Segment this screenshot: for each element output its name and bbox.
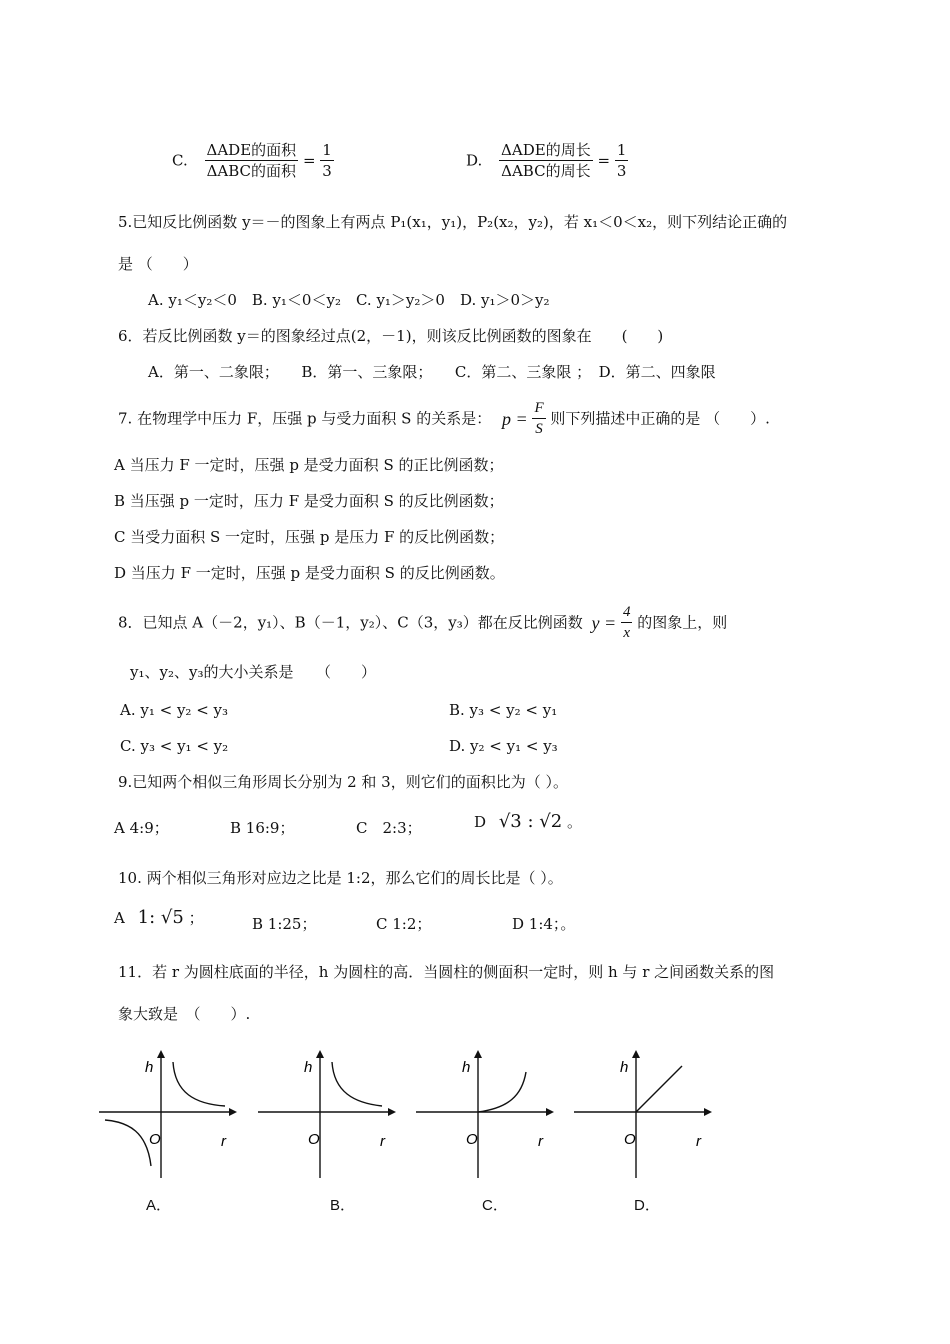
- curve-increasing: [478, 1072, 526, 1112]
- q9-option-c: C 2:3；: [356, 819, 422, 837]
- x-axis-arrow: [388, 1108, 396, 1116]
- graph-c-label: C．: [482, 1197, 508, 1214]
- x-axis-arrow: [546, 1108, 554, 1116]
- origin-label: O: [308, 1131, 320, 1148]
- semicolon: ；: [188, 909, 204, 927]
- q4-option-d: [466, 140, 628, 190]
- q6-stem: 6．若反比例函数 y＝的图象经过点(2，－1)，则该反比例函数的图象在 ( ): [118, 327, 664, 345]
- numerator: F: [532, 398, 545, 419]
- axis-label-r: r: [538, 1133, 543, 1150]
- q11-stem-line1: 11．若 r 为圆柱底面的半径，h 为圆柱的高．当圆柱的侧面积一定时，则 h 与 r 之间函数关系的图: [118, 963, 775, 981]
- q9-option-b: B 16:9；: [230, 819, 295, 837]
- axis-label-r: r: [380, 1133, 385, 1150]
- q9-option-a: A 4:9；: [114, 819, 169, 837]
- denominator: S: [535, 421, 543, 437]
- curve-quadrant-1: [173, 1062, 225, 1106]
- y-axis-arrow: [632, 1050, 640, 1058]
- fraction-value: [320, 140, 334, 181]
- graph-a: [95, 1048, 245, 1188]
- numerator: 1: [322, 141, 332, 159]
- fraction: [205, 140, 299, 181]
- q8-option-b: B. y₃ < y₂ < y₁: [449, 701, 558, 719]
- q8-formula-lhs: y =: [591, 612, 617, 633]
- q9-option-d: [474, 812, 582, 832]
- graph-d: [570, 1048, 720, 1188]
- q8-stem-line2: y₁、y₂、y₃的大小关系是 （ ）: [130, 663, 376, 681]
- y-axis-arrow: [316, 1050, 324, 1058]
- equals-sign: =: [302, 151, 316, 170]
- option-label: C.: [172, 151, 188, 170]
- q5-options: A. y₁＜y₂＜0 B. y₁＜0＜y₂ C. y₁＞y₂＞0 D. y₁＞0＞y₂: [148, 291, 550, 309]
- graph-c: [412, 1048, 562, 1188]
- option-label: D: [474, 813, 487, 831]
- q7-stem: [118, 398, 770, 444]
- q5-stem-line2: 是 （ ）: [118, 255, 198, 273]
- radical-ratio: 1: √5: [137, 907, 184, 928]
- numerator: 4: [621, 602, 633, 623]
- q10-option-a: [114, 908, 204, 928]
- axis-label-r: r: [696, 1133, 701, 1150]
- line-proportional: [636, 1066, 682, 1112]
- option-label: A: [114, 909, 125, 927]
- numerator: ΔADE的面积: [206, 141, 297, 159]
- q8-option-c: C. y₃ < y₁ < y₂: [120, 737, 229, 755]
- graph-a-label: A．: [146, 1197, 172, 1214]
- fraction-value: [615, 140, 629, 181]
- q5-stem-line1: 5.已知反比例函数 y＝－的图象上有两点 P₁(x₁，y₁)，P₂(x₂，y₂)，若 x₁＜0＜x₂，则下列结论正确的: [118, 213, 788, 231]
- q10-option-b: B 1:25；: [252, 915, 317, 933]
- q7-option-d: D 当压力 F 一定时，压强 p 是受力面积 S 的反比例函数。: [114, 564, 505, 582]
- q10-stem: 10. 两个相似三角形对应边之比是 1:2，那么它们的周长比是（ ）。: [118, 869, 563, 887]
- curve-quadrant-1: [332, 1062, 382, 1106]
- period: 。: [566, 813, 582, 831]
- q9-stem: 9.已知两个相似三角形周长分别为 2 和 3，则它们的面积比为（ ）。: [118, 773, 568, 791]
- q8-option-d: D. y₂ < y₁ < y₃: [449, 737, 558, 755]
- q7-option-c: C 当受力面积 S 一定时，压强 p 是压力 F 的反比例函数；: [114, 528, 505, 546]
- origin-label: O: [624, 1131, 636, 1148]
- radical-ratio: √3 : √2: [498, 811, 563, 832]
- q8-stem: [118, 602, 727, 648]
- axis-label-h: h: [304, 1059, 313, 1076]
- axis-label-h: h: [620, 1059, 629, 1076]
- q7-formula-lhs: p =: [502, 408, 528, 429]
- q11-stem-line2: 象大致是 （ ）.: [118, 1005, 251, 1023]
- denominator: ΔABC的面积: [206, 162, 297, 180]
- axis-label-h: h: [145, 1059, 154, 1076]
- axis-label-h: h: [462, 1059, 471, 1076]
- denominator: x: [623, 625, 631, 641]
- x-axis-arrow: [229, 1108, 237, 1116]
- equals-sign: =: [597, 151, 611, 170]
- denominator: ΔABC的周长: [501, 162, 591, 180]
- numerator: 1: [616, 141, 627, 159]
- q10-option-d: D 1:4；。: [512, 915, 576, 933]
- curve-quadrant-3: [105, 1120, 151, 1166]
- y-axis-arrow: [474, 1050, 482, 1058]
- y-axis-arrow: [157, 1050, 165, 1058]
- axis-label-r: r: [221, 1133, 226, 1150]
- denominator: 3: [616, 162, 627, 180]
- q7-option-b: B 当压强 p 一定时，压力 F 是受力面积 S 的反比例函数；: [114, 492, 504, 510]
- q6-options: A．第一、二象限； B．第一、三象限； C．第二、三象限 ； D．第二、四象限: [148, 363, 716, 381]
- origin-label: O: [466, 1131, 478, 1148]
- graph-b: [254, 1048, 404, 1188]
- q7-stem-pre: 7. 在物理学中压力 F，压强 p 与受力面积 S 的关系是：: [118, 409, 492, 428]
- fraction: [499, 140, 593, 181]
- q10-option-c: C 1:2；: [376, 915, 432, 933]
- numerator: ΔADE的周长: [501, 141, 591, 159]
- graph-b-label: B．: [330, 1197, 356, 1214]
- graph-d-label: D．: [634, 1197, 660, 1214]
- q7-stem-post: 则下列描述中正确的是 （ ）.: [550, 409, 770, 428]
- x-axis-arrow: [704, 1108, 712, 1116]
- q8-option-a: A. y₁ < y₂ < y₃: [120, 701, 229, 719]
- q8-stem-pre: 8．已知点 A（－2，y₁）、B（－1，y₂）、C（3，y₃）都在反比例函数: [118, 613, 583, 632]
- denominator: 3: [322, 162, 332, 180]
- q8-formula-fraction: [621, 602, 633, 643]
- q7-option-a: A 当压力 F 一定时，压强 p 是受力面积 S 的正比例函数；: [114, 456, 504, 474]
- option-label: D.: [466, 151, 483, 170]
- q4-option-c: [172, 140, 334, 190]
- q8-stem-post: 的图象上，则: [637, 613, 728, 632]
- origin-label: O: [149, 1131, 161, 1148]
- q7-formula-fraction: [532, 398, 545, 439]
